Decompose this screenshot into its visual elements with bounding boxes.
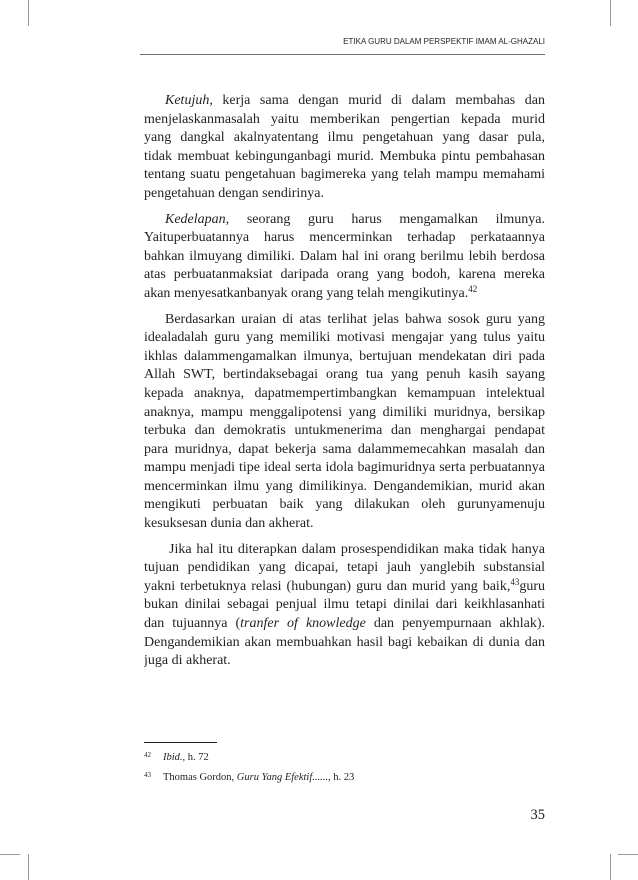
page-number: 35	[530, 807, 545, 823]
text-line: kepada anaknya, dapatmempertimbangkan kemampuan intelektual	[144, 385, 545, 401]
italic-term: Kedelapan,	[165, 211, 230, 227]
footnote-ref: 43	[510, 577, 520, 587]
text-line: bahkan ilmuyang dimiliki. Dalam hal ini orang berilmu lebih berdosa	[144, 248, 545, 264]
text-line: juga di akherat.	[144, 653, 231, 669]
footnote-text: , h. 23	[328, 771, 355, 783]
text-line: Jika hal itu diterapkan dalam prosespendidikan maka tidak hanya	[169, 541, 545, 557]
text-line	[144, 92, 545, 111]
crop-mark	[28, 0, 29, 26]
footnote-text: Thomas Gordon,	[163, 771, 237, 783]
text-line: para muridnya, dapat bekerja sama dalammemecahkan masalah dan	[144, 441, 545, 457]
text-line: mencerminkan ilmu yang dimilikinya. Dengandemikian, murid akan	[144, 478, 545, 494]
line-text: guru	[519, 578, 545, 594]
text-line: pengetahuan dengan sendirinya.	[144, 185, 324, 201]
footnote-rule	[144, 742, 217, 743]
text-line: Allah SWT, bertindaksebagai orang tua yang penuh kasih sayang	[144, 367, 545, 383]
footnotes	[144, 748, 545, 787]
text-line: Yaituperbuatannya harus mencerminkan terhadap perkataannya	[144, 230, 545, 246]
footnote-text: , h. 72	[182, 752, 209, 763]
paragraph	[144, 92, 545, 204]
italic-term: Ketujuh,	[165, 93, 213, 108]
footnote	[144, 748, 545, 768]
crop-mark	[618, 854, 638, 855]
italic-term: tranfer of knowledge	[240, 616, 366, 632]
crop-mark	[610, 854, 611, 880]
header-rule	[140, 54, 545, 55]
body-text	[144, 92, 545, 678]
text-line: mampu menjadi tipe ideal serta idola bagimuridnya serta perbuatannya	[144, 460, 545, 476]
paragraph	[144, 541, 545, 671]
line-text: yakni terbetuknya relasi (hubungan) guru dan murid yang baik,	[144, 578, 511, 594]
text-line: tujuan pendidikan yang dicapai, tetapi jauh yanglebih substansial	[144, 560, 545, 576]
text-line: ikhlas dalammengamalkan ilmunya, bertujuan mendekatan diri pada	[144, 348, 545, 364]
crop-mark	[0, 854, 20, 855]
line-text: seorang guru harus mengamalkan ilmunya.	[229, 211, 545, 227]
text-line: anaknya, mampu menggalipotensi yang dimiliki muridnya, bersikap	[144, 404, 545, 420]
text-line: atas perbuatanmaksiat daripada orang yang bodoh, karena mereka	[144, 267, 545, 283]
running-header: ETIKA GURU DALAM PERSPEKTIF IMAM AL-GHAZALI	[343, 37, 545, 46]
text-line	[144, 285, 545, 304]
paragraph	[144, 311, 545, 534]
footnote	[144, 768, 545, 788]
line-text: dan penyempurnaan akhlak).	[365, 616, 545, 632]
footnote-number: 42	[144, 751, 151, 759]
text-line	[144, 211, 545, 230]
text-line: yang dangkal akalnyatentang ilmu pengetahuan yang dasar pula,	[144, 130, 545, 146]
footnote-source: Ibid.	[163, 752, 183, 763]
line-text: kerja sama dengan murid di dalam membahas dan	[212, 93, 545, 108]
footnote-number: 43	[144, 770, 151, 779]
text-line: bukan dinilai sebagai penjual ilmu tetapi dinilai dari keikhlasanhati	[144, 597, 545, 613]
line-text: akan menyesatkanbanyak orang yang telah mengikutinya.	[144, 285, 469, 301]
crop-mark	[28, 854, 29, 880]
text-line: tentang suatu pengetahuan bagimereka yang telah mampu memahami	[144, 167, 545, 183]
text-line: idealadalah guru yang memiliki motivasi mengajar yang tulus yaitu	[144, 330, 545, 346]
text-line: terbuka dan demokratis untukmenerima dan menghargai pendapat	[144, 423, 545, 439]
paragraph	[144, 211, 545, 304]
footnote-ref: 42	[468, 284, 478, 294]
footnote-source: Guru Yang Efektif......	[236, 771, 328, 783]
text-line	[144, 615, 545, 634]
text-line: tidak membuat kebingunganbagi murid. Membuka pintu pembahasan	[144, 148, 545, 164]
text-line: Dengandemikian akan membuahkan hasil bagi kebaikan di dunia dan	[144, 634, 545, 650]
line-text: dan tujuannya (	[144, 616, 241, 632]
text-line	[144, 578, 545, 597]
text-line: mengikuti perbuatan baik yang dilakukan oleh gurunyamenuju	[144, 497, 545, 513]
text-line: kesuksesan dunia dan akherat.	[144, 516, 314, 532]
text-line: Berdasarkan uraian di atas terlihat jelas bahwa sosok guru yang	[165, 311, 545, 327]
crop-mark	[610, 0, 611, 26]
text-line: menjelaskanmasalah yaitu memberikan pengertian kepada murid	[144, 111, 545, 127]
